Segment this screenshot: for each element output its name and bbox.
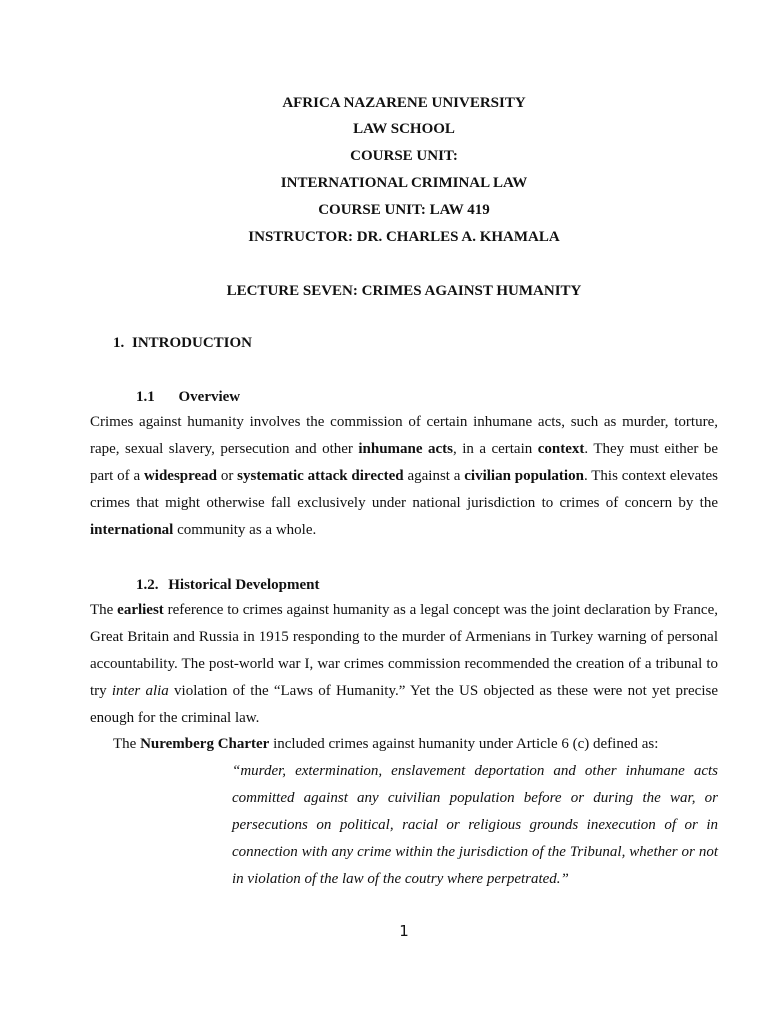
- subsection-1-2-title: Historical Development: [168, 577, 320, 593]
- university-name: AFRICA NAZARENE UNIVERSITY: [282, 95, 526, 111]
- nuremberg-quote: “murder, extermination, enslavement deportation and other inhumane acts committed against any cuivilian population before or during the war, or persecutions on political, racial or religious grounds inexecution of or in connection with any crime within the jurisdiction of the Tribunal, whether or not in violation of the law of the coutry where perpetrated.”: [232, 763, 718, 887]
- course-unit-label: COURSE UNIT:: [350, 148, 458, 164]
- subsection-1-1-title: Overview: [178, 389, 241, 405]
- overview-paragraph: Crimes against humanity involves the commission of certain inhumane acts, such as murder, torture, rape, sexual slavery, persecution and other inhumane acts, in a certain context. They must either be part of a widespread or systematic attack directed against a civilian population. This context elevates crimes that might otherwise fall exclusively under national jurisdiction to crimes of concern by the international community as a whole.: [90, 414, 718, 538]
- instructor: INSTRUCTOR: DR. CHARLES A. KHAMALA: [248, 229, 560, 245]
- course-name: INTERNATIONAL CRIMINAL LAW: [280, 175, 528, 191]
- historical-paragraph: The earliest reference to crimes against humanity as a legal concept was the joint declaration by France, Great Britain and Russia in 1915 responding to the murder of Armenians in Turkey warning of personal accountability. The post-world war I, war crimes commission recommended the creation of a tribunal to try inter alia violation of the “Laws of Humanity.” Yet the US objected as these were not yet precise enough for the criminal law.: [90, 602, 718, 726]
- subsection-1-1-number: 1.1: [136, 389, 155, 405]
- subsection-1-2-heading: [136, 576, 319, 594]
- subsection-1-2-number: 1.2.: [136, 577, 159, 593]
- nuremberg-paragraph: The Nuremberg Charter included crimes against humanity under Article 6 (c) defined as:: [113, 736, 659, 752]
- school-name: LAW SCHOOL: [353, 121, 455, 137]
- subsection-1-1-heading: [136, 388, 240, 406]
- page-number: 1: [399, 922, 409, 940]
- section-1-number: 1.: [113, 335, 125, 351]
- course-code: COURSE UNIT: LAW 419: [318, 202, 490, 218]
- section-1-title: INTRODUCTION: [132, 335, 253, 351]
- lecture-title: LECTURE SEVEN: CRIMES AGAINST HUMANITY: [226, 283, 582, 299]
- section-1-heading: [113, 334, 252, 352]
